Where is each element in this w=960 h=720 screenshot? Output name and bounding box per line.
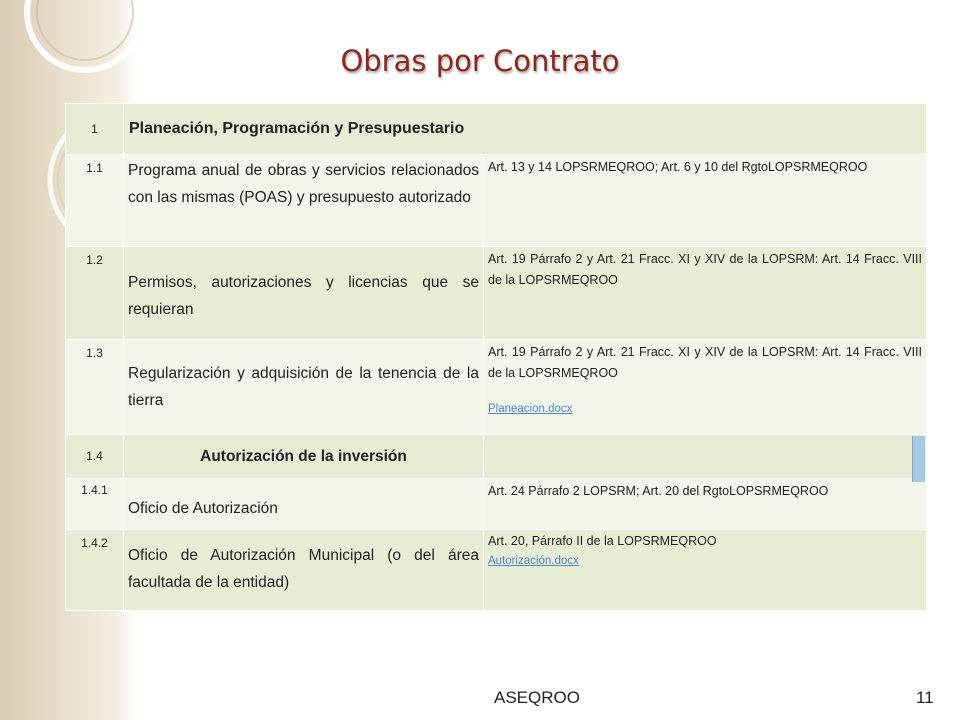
table-row (66, 247, 927, 340)
row-description: Regularización y adquisición de la tenencia de la tierra (124, 340, 484, 435)
page-number: 11 (916, 688, 934, 707)
scroll-tab[interactable] (912, 436, 925, 482)
table-row (66, 340, 927, 435)
row-description: Oficio de Autorización (124, 479, 484, 530)
row-law-reference: Art. 19 Párrafo 2 y Art. 21 Fracc. XI y XIV de la LOPSRM: Art. 14 Fracc. VIII de la LOPSRMEQROO (484, 247, 927, 340)
table-header-row (66, 104, 927, 155)
row-law-reference: Art. 20, Párrafo II de la LOPSRMEQROO (488, 534, 717, 548)
row-number: 1.2 (66, 247, 124, 340)
footer-text: ASEQROO (494, 688, 580, 707)
row-description: Autorización de la inversión (124, 435, 484, 479)
row-number: 1.4.2 (66, 530, 124, 611)
document-link[interactable]: Planeacion.docx (488, 403, 573, 415)
row-law-cell (484, 530, 927, 611)
row-number: 1 (66, 104, 124, 155)
row-law-reference: Art. 24 Párrafo 2 LOPSRM; Art. 20 del RgtoLOPSRMEQROO (484, 479, 927, 530)
row-description: Programa anual de obras y servicios relacionados con las mismas (POAS) y presupuesto autorizado (124, 155, 484, 247)
obras-table (65, 103, 927, 611)
table-row (66, 530, 927, 611)
row-number: 1.4.1 (66, 479, 124, 530)
row-description: Oficio de Autorización Municipal (o del área facultada de la entidad) (124, 530, 484, 611)
section-title: Planeación, Programación y Presupuestario (124, 104, 927, 155)
row-number: 1.4 (66, 435, 124, 479)
slide-title: Obras por Contrato (340, 44, 620, 78)
row-law-reference: Art. 19 Párrafo 2 y Art. 21 Fracc. XI y XIV de la LOPSRM: Art. 14 Fracc. VIII de la LOPSRMEQROO (488, 345, 923, 380)
row-number: 1.3 (66, 340, 124, 435)
row-description: Permisos, autorizaciones y licencias que se requieran (124, 247, 484, 340)
table-row (66, 155, 927, 247)
table-row (66, 479, 927, 530)
row-number: 1.1 (66, 155, 124, 247)
row-law-reference (484, 435, 927, 479)
row-law-reference: Art. 13 y 14 LOPSRMEQROO; Art. 6 y 10 del RgtoLOPSRMEQROO (484, 155, 927, 247)
table-row (66, 435, 927, 479)
document-link[interactable]: Autorización.docx (488, 555, 579, 567)
row-law-cell (484, 340, 927, 435)
